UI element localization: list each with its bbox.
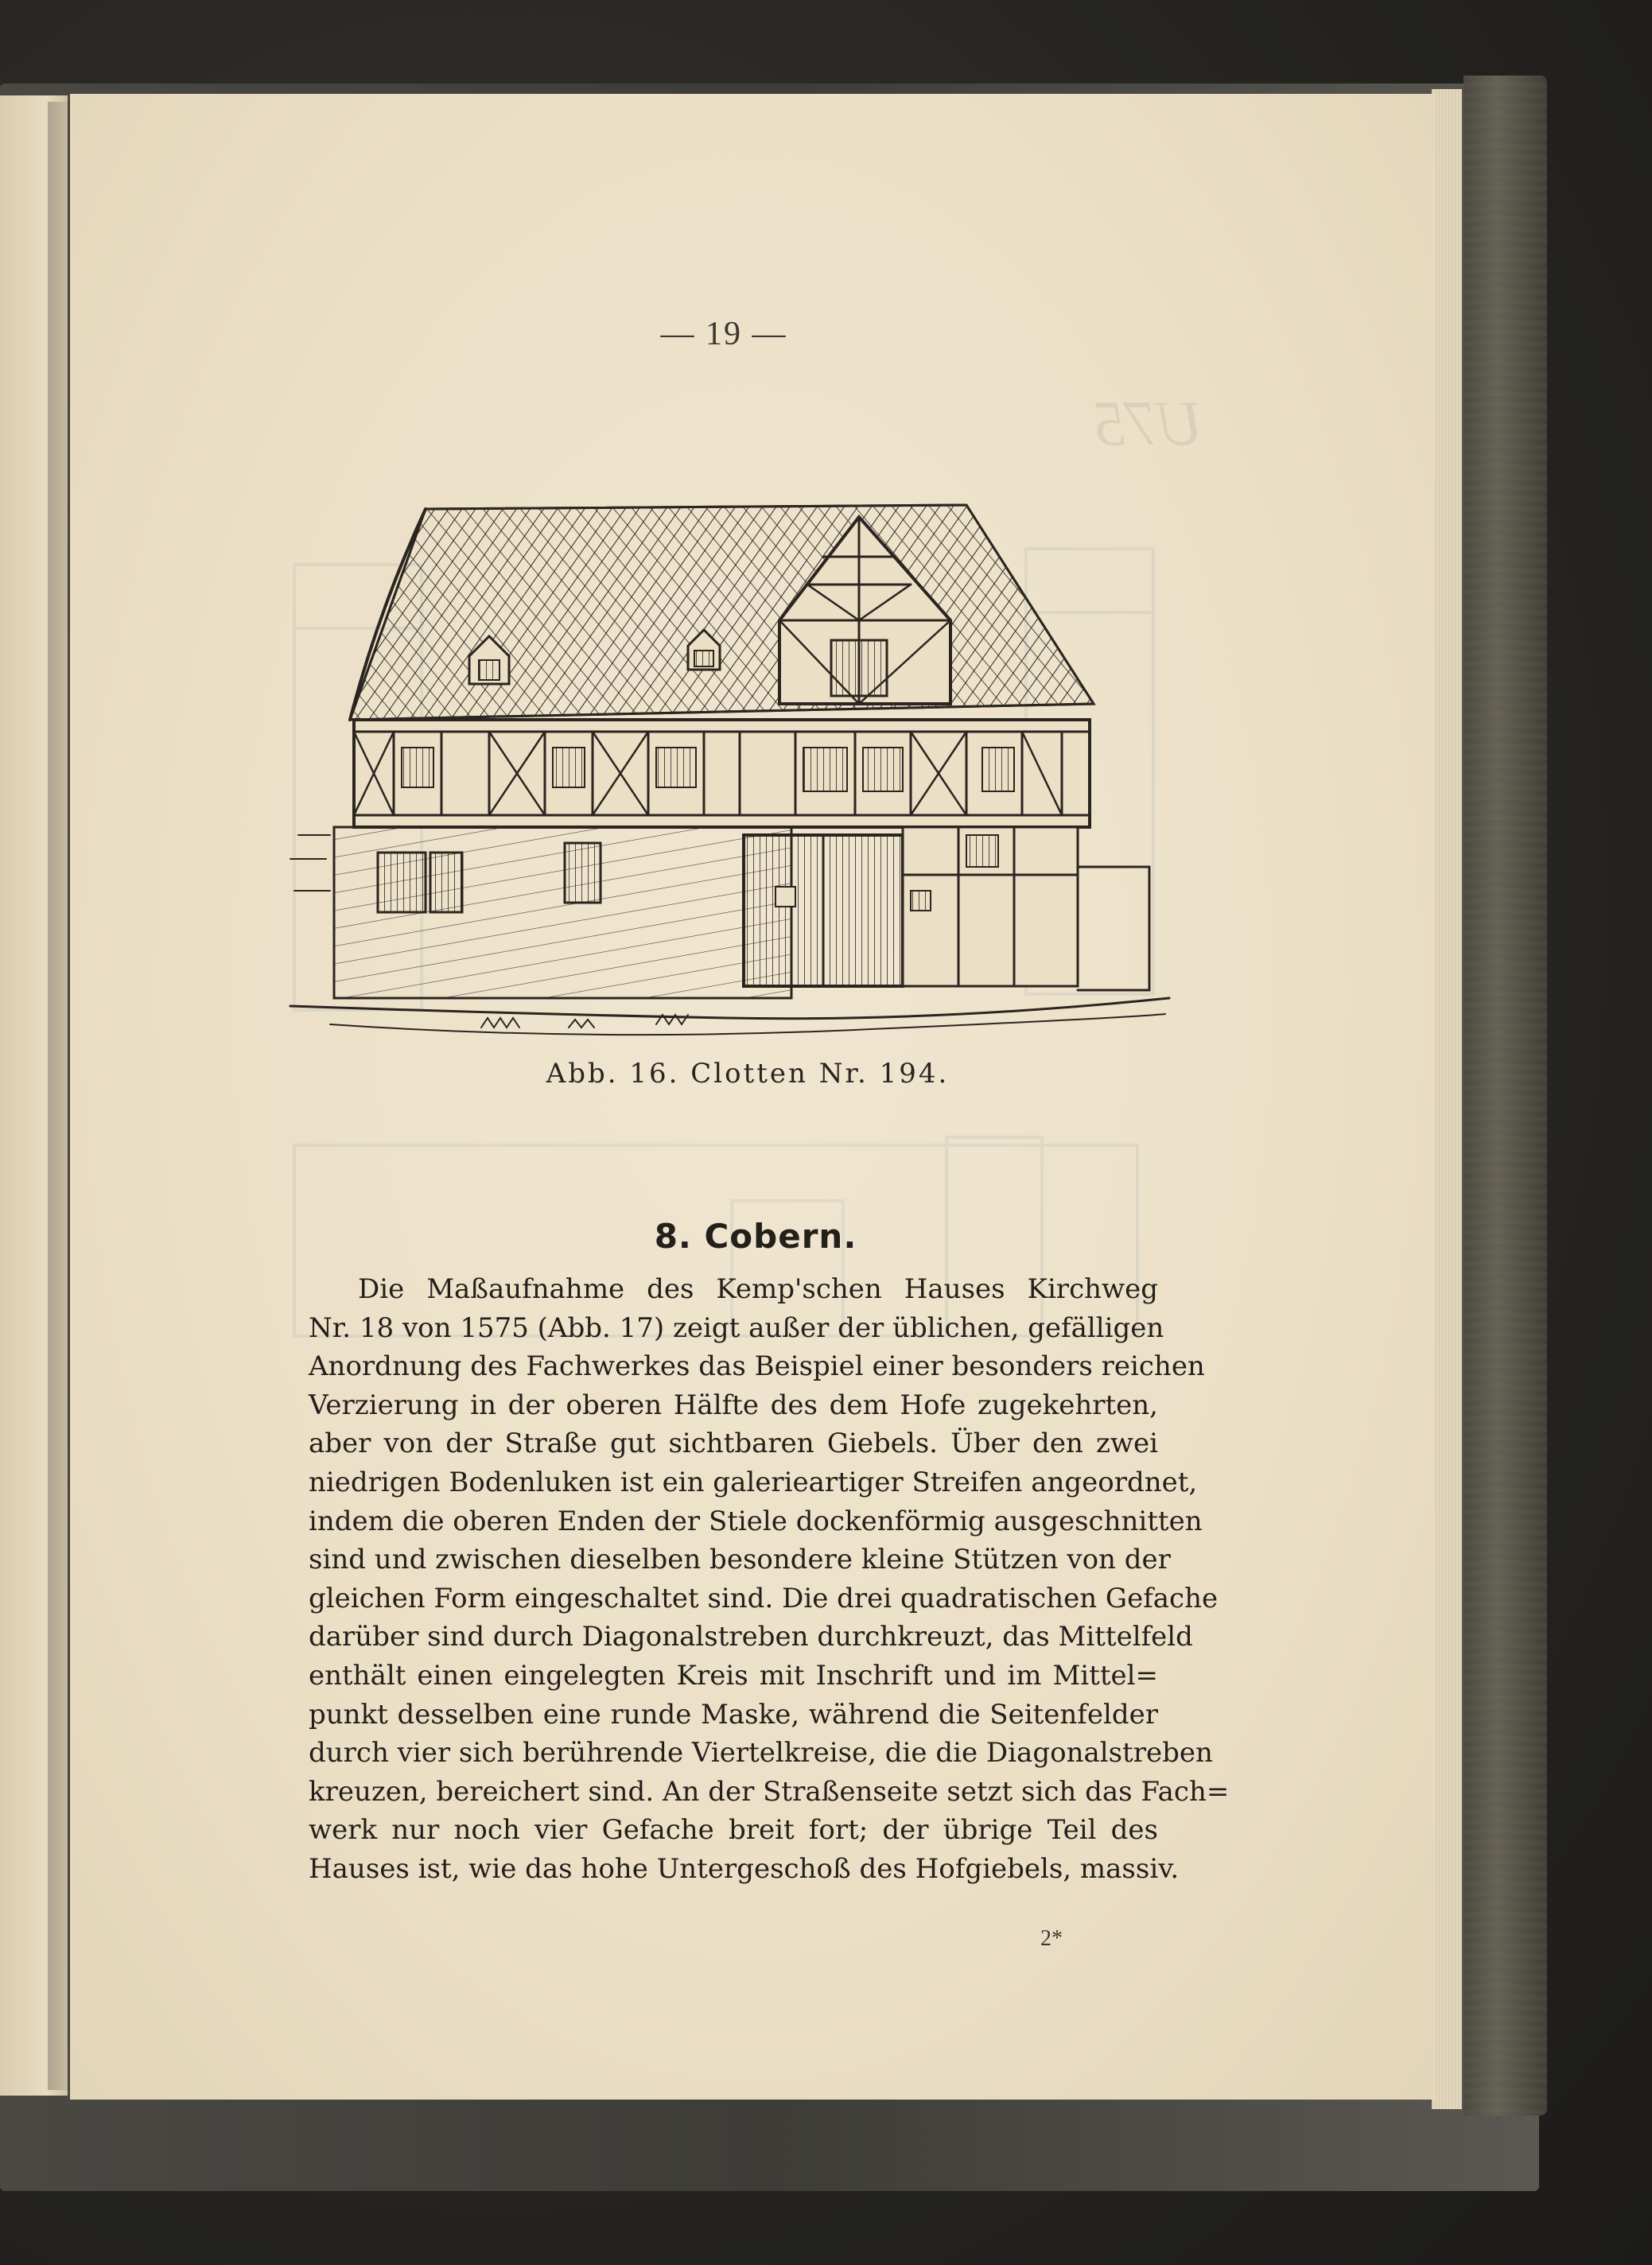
text-line: enthält einen eingelegten Kreis mit Inschrift und im Mittel= — [309, 1659, 1158, 1692]
page-stack-edge — [1432, 89, 1462, 2109]
text-line: werk nur noch vier Gefache breit fort; der übrige Teil des — [309, 1814, 1158, 1847]
text-line: kreuzen, bereichert sind. An der Straßenseite setzt sich das Fach= — [309, 1775, 1230, 1808]
text-line: darüber sind durch Diagonalstreben durchkreuzt, das Mittelfeld — [309, 1621, 1193, 1653]
text-line: gleichen Form eingeschaltet sind. Die drei quadratischen Gefache — [309, 1582, 1219, 1614]
text-line: Anordnung des Fachwerkes das Beispiel einer besonders reichen — [309, 1350, 1205, 1383]
text-line: Die Maßaufnahme des Kemp'schen Hauses Kirchweg — [358, 1273, 1158, 1305]
section-heading: 8. Cobern. — [654, 1217, 857, 1256]
bleed-through-ink: U75 — [1094, 389, 1203, 459]
text-line: punkt desselben eine runde Maske, während die Seitenfelder — [309, 1698, 1158, 1731]
text-line: Nr. 18 von 1575 (Abb. 17) zeigt außer der üblichen, gefälligen — [309, 1311, 1164, 1344]
text-line: durch vier sich berührende Viertelkreise, die die Diagonalstreben — [309, 1737, 1213, 1770]
text-line: niedrigen Bodenluken ist ein galerieartiger Streifen angeordnet, — [309, 1466, 1198, 1498]
figure-caption: Abb. 16. Clotten Nr. 194. — [546, 1058, 950, 1090]
page-number: — 19 — — [660, 316, 787, 352]
body-paragraph — [309, 1270, 1230, 1889]
signature-mark: 2* — [1040, 1926, 1063, 1951]
text-line: sind und zwischen dieselben besondere kleine Stützen von der — [309, 1544, 1171, 1576]
text-line: indem die oberen Enden der Stiele dockenförmig ausgeschnitten — [309, 1505, 1203, 1537]
text-line: aber von der Straße gut sichtbaren Giebels. Über den zwei — [309, 1428, 1158, 1460]
text-line: Verzierung in der oberen Hälfte des dem Hofe zugekehrten, — [309, 1389, 1158, 1421]
house-illustration — [282, 493, 1185, 1038]
book-cover-edge — [1463, 76, 1547, 2115]
text-line: Hauses ist, wie das hohe Untergeschoß des Hofgiebels, massiv. — [309, 1852, 1180, 1885]
